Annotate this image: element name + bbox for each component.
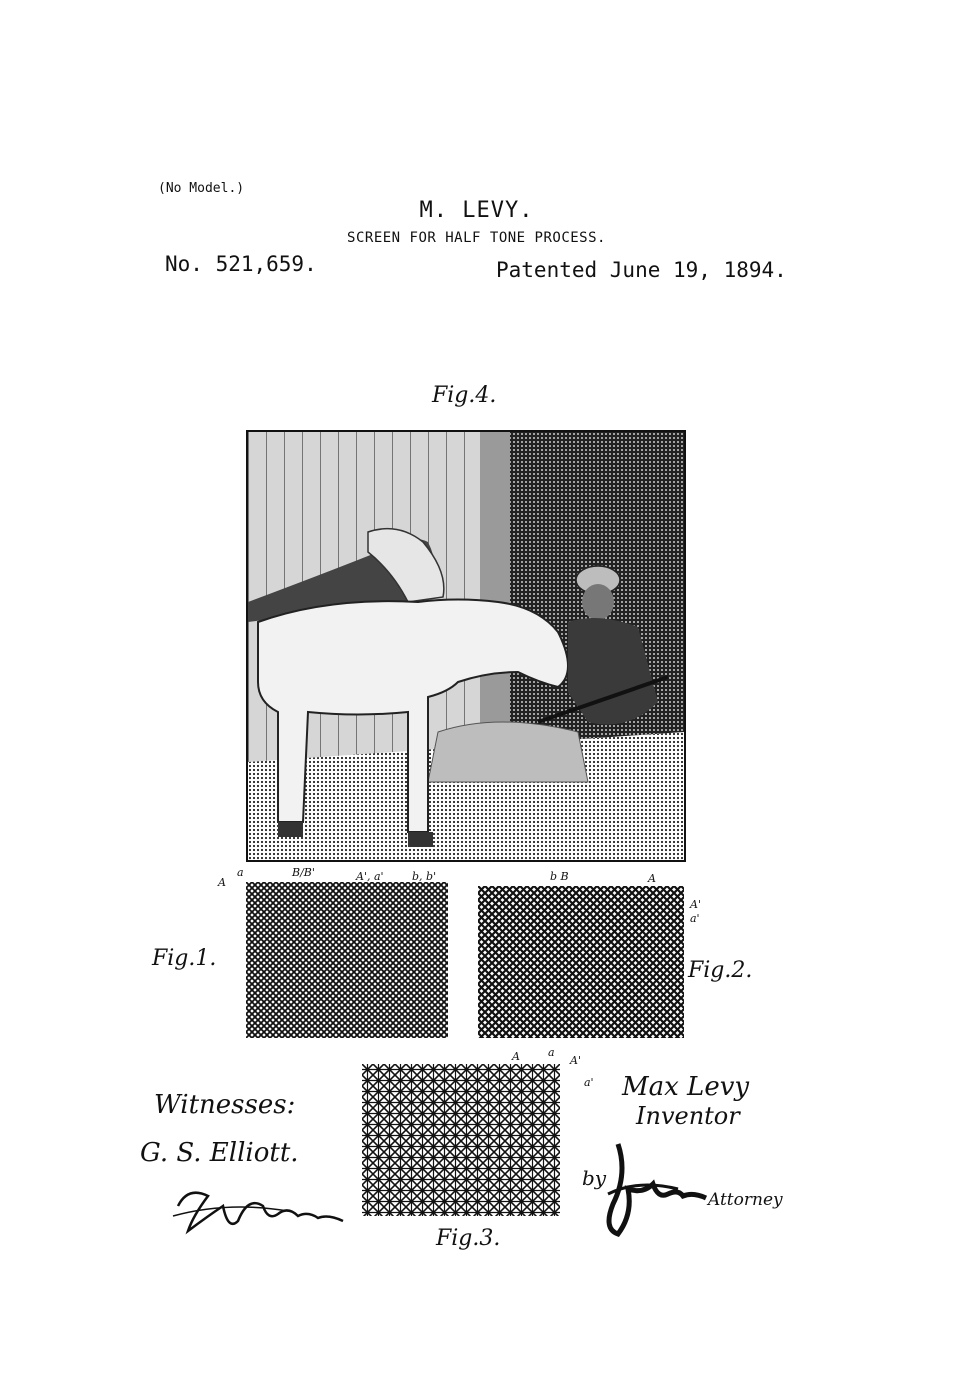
- fig1-ref-A: A: [218, 876, 226, 889]
- fig2-screen-grid: [478, 886, 684, 1038]
- fig1-ref-b: b, b': [412, 870, 437, 883]
- fig4-halftone-image: [246, 430, 686, 862]
- witness-2-signature: [168, 1176, 353, 1250]
- no-model-note: (No Model.): [158, 181, 245, 196]
- fig2-ref-A-prime: A': [690, 898, 701, 911]
- patent-number: No. 521,659.: [165, 252, 317, 276]
- patentee-name: M. LEVY.: [419, 198, 534, 223]
- witness-1-signature: G. S. Elliott.: [140, 1138, 299, 1168]
- fig2-ref-a-prime: a': [690, 912, 700, 925]
- fig3-screen-grid: [362, 1064, 560, 1216]
- fig1-ref-bb: B/B': [292, 866, 315, 879]
- fig2-ref-bB: b B: [550, 870, 569, 883]
- fig3-ref-A: A: [512, 1050, 520, 1063]
- fig3-ref-a-prime: a': [584, 1076, 594, 1089]
- fig1-label: Fig.1.: [152, 946, 217, 971]
- attorney-signature: [598, 1134, 710, 1248]
- inventor-signature: Max Levy: [622, 1072, 750, 1102]
- attorney-role: Attorney: [708, 1190, 783, 1210]
- inventor-role: Inventor: [636, 1102, 740, 1130]
- fig4-label: Fig.4.: [432, 383, 497, 408]
- fig3-label: Fig.3.: [436, 1226, 501, 1251]
- witnesses-label: Witnesses:: [154, 1090, 296, 1120]
- patent-title: SCREEN FOR HALF TONE PROCESS.: [347, 230, 606, 246]
- fig1-ref-a: a: [237, 866, 244, 879]
- by-label: by: [582, 1166, 607, 1190]
- patented-date: Patented June 19, 1894.: [496, 258, 787, 282]
- fig3-ref-a: a: [548, 1046, 555, 1059]
- fig2-label: Fig.2.: [688, 958, 753, 983]
- fig3-ref-A-prime: A': [570, 1054, 581, 1067]
- fig1-screen-grid: [246, 882, 448, 1038]
- fig2-ref-A: A: [648, 872, 656, 885]
- fig1-ref-aa: A', a': [356, 870, 384, 883]
